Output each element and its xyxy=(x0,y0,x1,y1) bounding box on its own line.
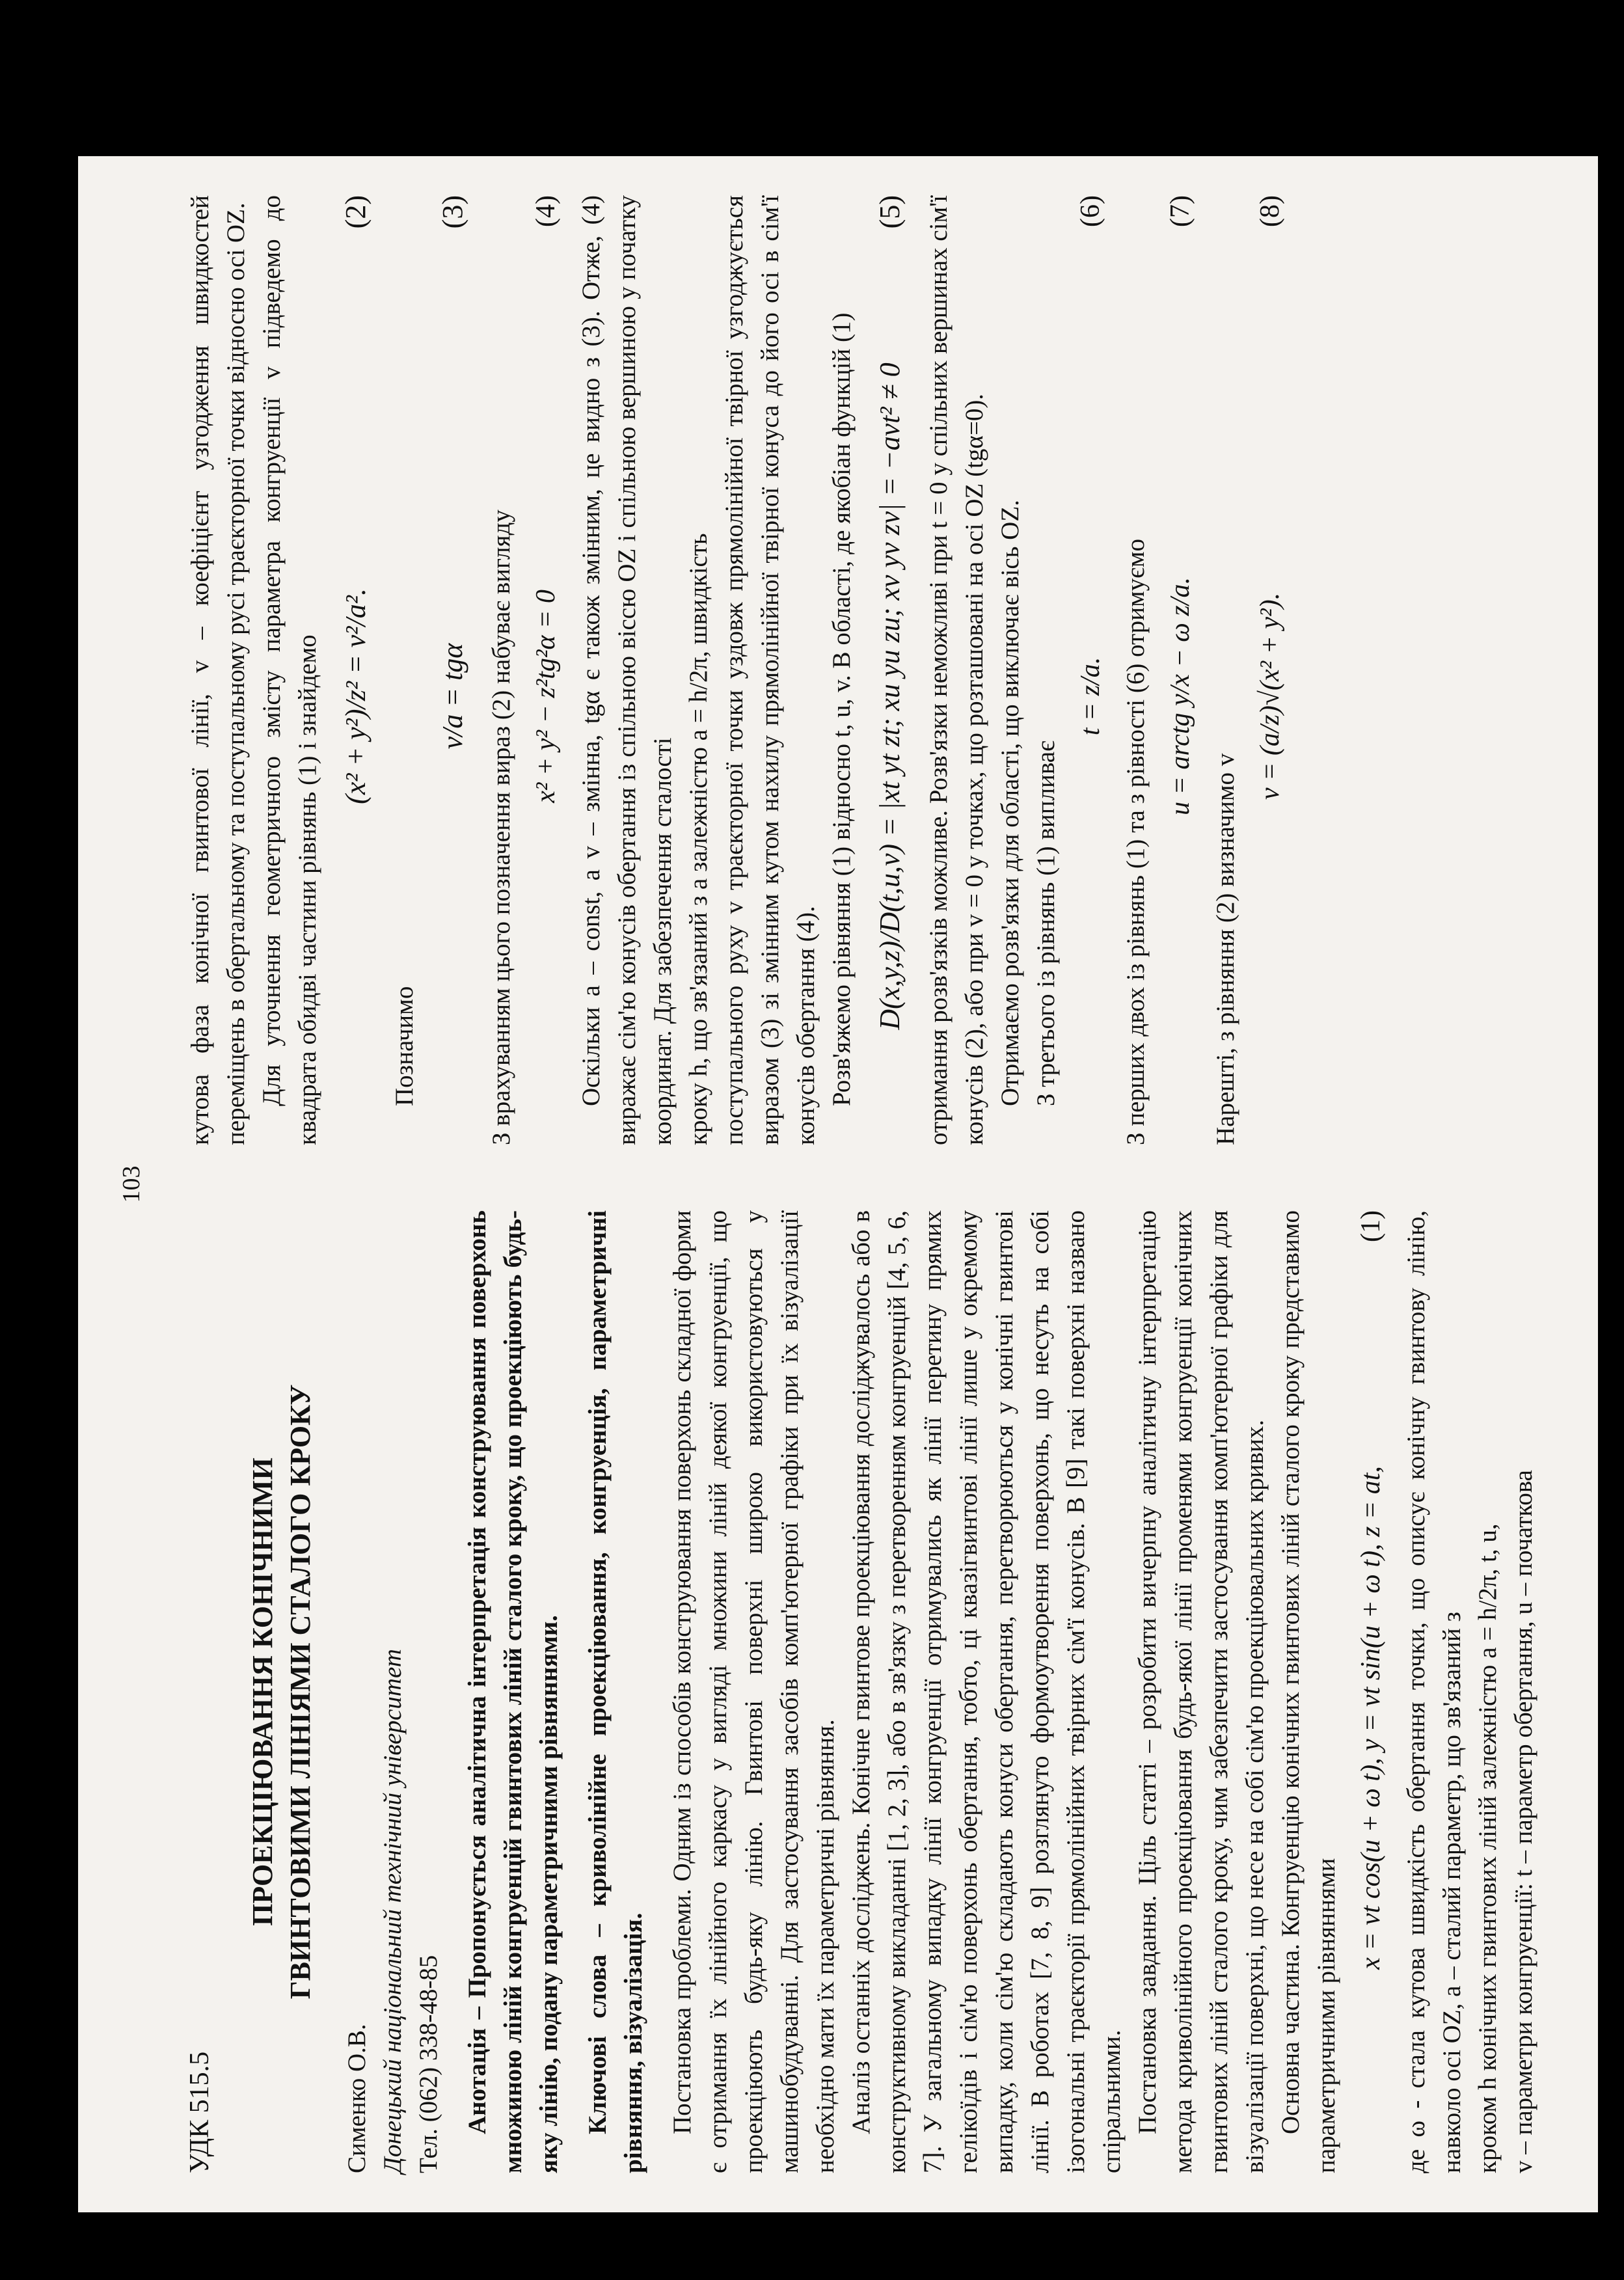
equation-1 xyxy=(1353,1210,1389,2173)
equation-4-number: (4) xyxy=(531,195,561,227)
after-equation-1: де ω - стала кутова швидкість обертання точки, що описує конічну гвинтову лінію, навколо осі OZ, a – сталий параметр, що зв'язаний з xyxy=(1402,1210,1466,2173)
title-line-1: ПРОЕКЦІЮВАННЯ КОНІЧНИМИ xyxy=(247,1458,278,1926)
equation-4 xyxy=(528,195,564,1145)
title-line-2: ГВИНТОВИМИ ЛІНІЯМИ СТАЛОГО КРОКУ xyxy=(284,1384,316,2000)
equation-3 xyxy=(431,195,474,1145)
equation-1-body: x = vt cos(u + ω t), y = vt sin(u + ω t), z = at, xyxy=(1356,1466,1386,1970)
right-paragraph-3: Позначимо xyxy=(390,986,418,1106)
equation-1-number: (1) xyxy=(1356,1210,1386,1242)
right-paragraph-4: З врахуванням цього позначення вираз (2) набуває вигляду xyxy=(487,509,515,1145)
equation-4-body: x² + y² − z²tg²α = 0 xyxy=(531,590,561,803)
section-task: Постановка завдання. Ціль статті – розробити вичерпну аналітичну інтерпретацію метода криволінійного проекціювання будь-якої лінії променями конгруенції конічних гвинтових ліній сталого кроку, чим забезпечити застосування комп'ютерної графіки для візуалізації поверхні, що несе на собі сім'ю проекціювальних кривих. xyxy=(1133,1210,1269,2173)
equation-2 xyxy=(334,195,377,1145)
page-number: 103 xyxy=(118,1165,145,1203)
author-affiliation: Донецький національний технічний університет xyxy=(379,1649,407,2173)
equation-6-body: t = z/a. xyxy=(1076,657,1105,736)
paper-page xyxy=(78,156,1598,2212)
author-name: Сименко О.В. xyxy=(343,2024,371,2173)
equation-8 xyxy=(1252,195,1288,1145)
equation-7-number: (7) xyxy=(1165,195,1195,227)
right-paragraph-2: Для уточнення геометричного змісту параметра конгруенції v підведемо до квадрата обидві частини рівнянь (1) і знайдемо xyxy=(258,195,321,1145)
equation-6 xyxy=(1073,195,1109,1145)
right-paragraph-7: поступального руху v траєкторної точки уздовж прямолінійної твірної узгоджується виразом (3) зі змінним кутом нахилу прямолінійної твірної конуса до його осі в сім'ї конусів обертання (4). xyxy=(720,195,820,1145)
equation-3-body: v/a = tgα xyxy=(437,643,468,750)
params-line: v – параметри конгруенції: t – параметр обертання, u – початкова xyxy=(1509,1470,1537,2173)
equation-2-body: (x² + y²)/z² = v²/a². xyxy=(340,588,372,804)
section-analysis: Аналіз останніх досліджень. Конічне гвинтове проекціювання досліджувалось або в конструктивному викладанні [1, 2, 3], або в зв'язку з перетворенням конгруенцій [4, 5, 6, 7]. У загальному випадку лінії конгруенції отримувались як лінії перетину прямих гелікоїдів і сім'ю поверхонь обертання, тобто, ці квазігвинтові лінії лише у окремому випадку, коли сім'ю складають конуси обертання, перетворюються у конічні гвинтові лінії. В роботах [7, 8, 9] розглянуто формоутворення поверхонь, що несуть на собі ізогональні траєкторії прямолінійних твірних сім'ї конусів. В [9] такі поверхні названо спіральними. xyxy=(847,1210,1126,2173)
right-paragraph-6: кроку h, що зв'язаний з a залежністю a = h/2π, швидкість xyxy=(684,533,712,1145)
equation-2-number: (2) xyxy=(340,195,372,229)
section-main: Основна частина. Конгруенцію конічних гвинтових ліній сталого кроку представимо параметричними рівняннями xyxy=(1277,1210,1340,2173)
right-paragraph-1: кутова фаза конічної гвинтової лінії, v – коефіцієнт узгодження швидкостей переміщень в обертальному та поступальному русі траєкторної точки відносно осі OZ. xyxy=(186,195,250,1145)
equation-5-body: D(x,y,z)/D(t,u,v) = |xt yt zt; xu yu zu; xv yv zv| = −avt² ≠ 0 xyxy=(874,362,906,1030)
right-paragraph-11: З третього із рівнянь (1) випливає xyxy=(1032,740,1060,1106)
author-phone: Тел. (062) 338-48-85 xyxy=(414,1955,442,2173)
keywords: Ключові слова – криволінійне проекціювання, конгруенція, параметричні рівняння, візуалізація. xyxy=(584,1210,647,2173)
equation-7 xyxy=(1163,195,1198,1145)
paper-title xyxy=(244,1210,319,2173)
left-column xyxy=(182,1210,1541,2173)
right-column xyxy=(182,195,1297,1145)
udk-code: УДК 515.5 xyxy=(185,2051,215,2173)
annotation: Анотація – Пропонується аналітична інтерпретація конструювання поверхонь множиною ліній конгруенцій гвинтових ліній сталого кроку, що проекціюють будь-яку лінію, подану параметричними рівняннями. xyxy=(463,1210,563,2173)
section-problem: Постановка проблеми. Одним із способів конструювання поверхонь складної форми є отримання їх лінійного каркасу у вигляді множини ліній деякої конгруенції, що проекціюють будь-яку лінію. Гвинтові поверхні широко використовуються у машинобудуванні. Для застосування засобів комп'ютерної графіки при їх візуалізації необхідно мати їх параметричні рівняння. xyxy=(668,1210,839,2173)
equation-7-body: u = arctg y/x − ω z/a. xyxy=(1165,577,1195,815)
step-line: кроком h конічних гвинтових ліній залежністю a = h/2π, t, u, xyxy=(1474,1523,1502,2173)
right-paragraph-8: Розв'яжемо рівняння (1) відносно t, u, v. В області, де якобіан функцій (1) xyxy=(828,312,856,1106)
equation-8-number: (8) xyxy=(1255,195,1285,227)
equation-6-number: (6) xyxy=(1076,195,1105,227)
right-paragraph-9: отримання розв'язків можливе. Розв'язки неможливі при t = 0 у спільних вершинах сім'ї конусів (2), або при v = 0 у точках, що розташовані на осі OZ (tgα=0). xyxy=(925,195,988,1145)
right-paragraph-12: З перших двох із рівнянь (1) та з рівності (6) отримуємо xyxy=(1122,538,1150,1145)
right-paragraph-13: Нарешті, з рівняння (2) визначимо v xyxy=(1211,753,1239,1145)
equation-8-body: v = (a/z)√(x² + y²). xyxy=(1255,592,1285,800)
equation-5 xyxy=(869,195,912,1145)
right-paragraph-10: Отримаємо розв'язки для області, що виключає вісь OZ. xyxy=(996,500,1024,1106)
equation-5-number: (5) xyxy=(874,195,906,229)
equation-3-number: (3) xyxy=(437,195,468,229)
right-paragraph-5: Оскільки a – const, а v – змінна, tgα є також змінним, це видно з (3). Отже, (4) виражає сім'ю конусів обертання із спільною віссю OZ і спільною вершиною у початку координат. Для забезпечення сталості xyxy=(577,195,677,1145)
